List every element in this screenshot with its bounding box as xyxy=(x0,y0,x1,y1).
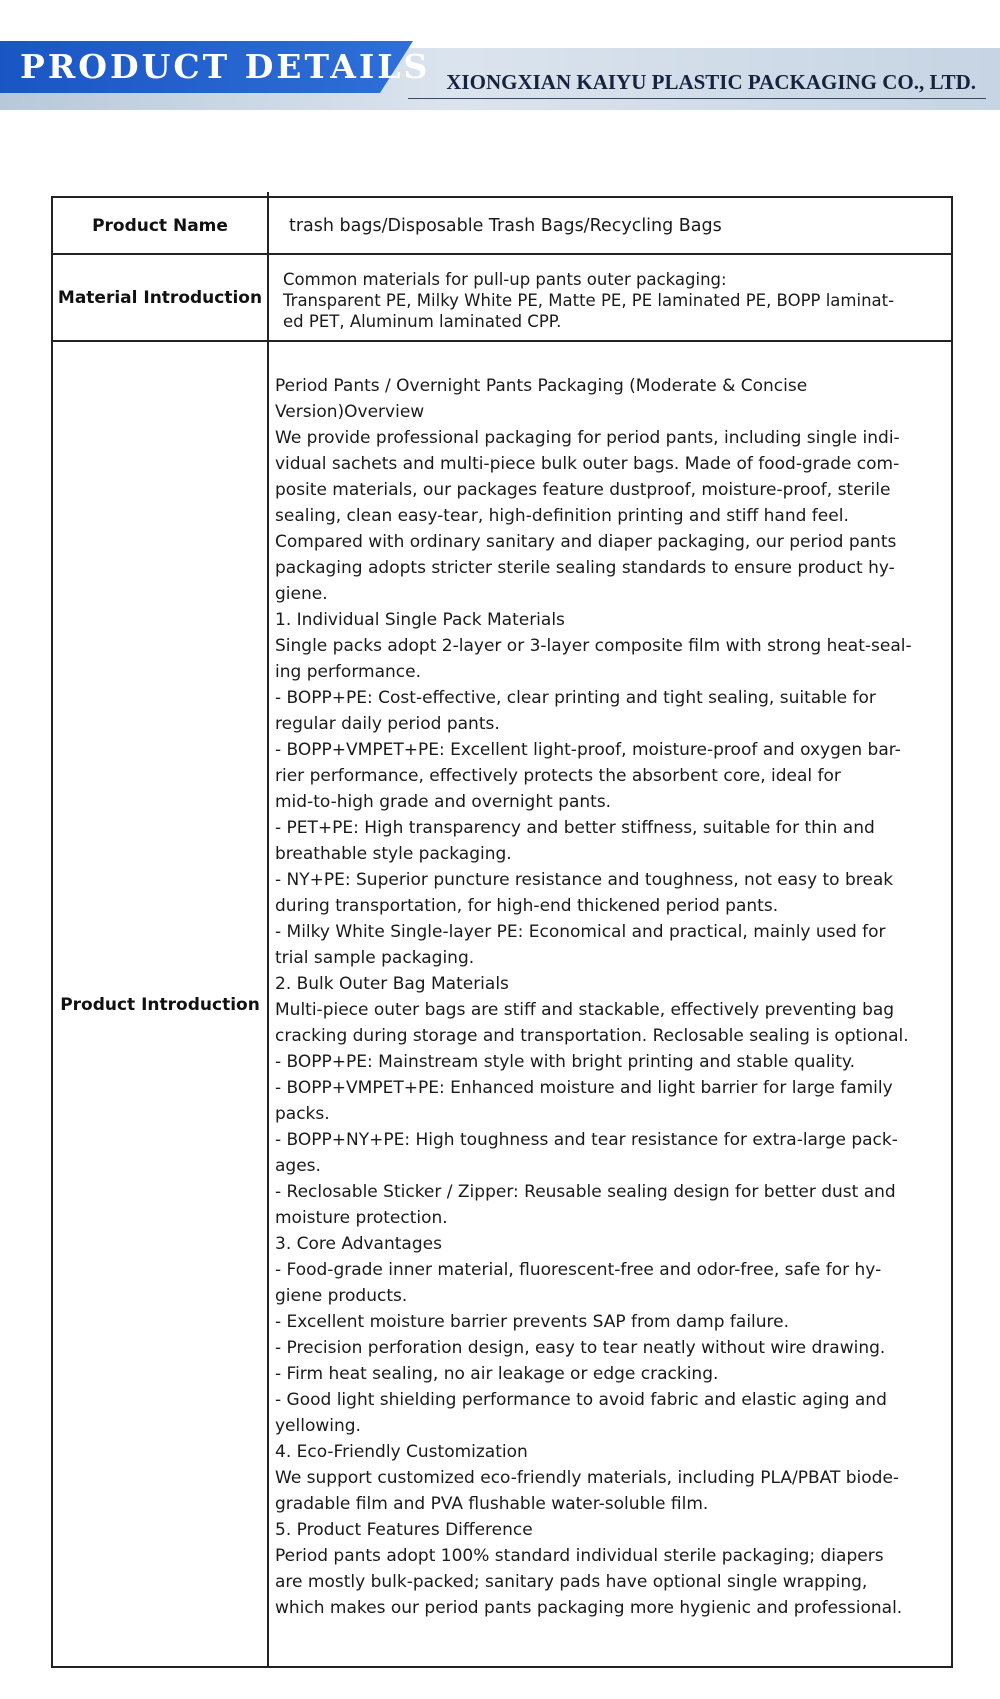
text-line: during transportation, for high-end thickened period pants. xyxy=(275,896,779,916)
column-divider xyxy=(267,192,269,1668)
text-line: regular daily period pants. xyxy=(275,714,500,734)
text-line: rier performance, effectively protects the absorbent core, ideal for xyxy=(275,766,841,786)
page-title: PRODUCT DETAILS xyxy=(20,47,431,86)
text-line: Period pants adopt 100% standard individual sterile packaging; diapers xyxy=(275,1546,884,1566)
text-line: vidual sachets and multi-piece bulk outer bags. Made of food-grade com- xyxy=(275,454,900,474)
text-line: packaging adopts stricter sterile sealing standards to ensure product hy- xyxy=(275,558,895,578)
text-line: gradable film and PVA flushable water-soluble film. xyxy=(275,1494,709,1514)
text-line: - BOPP+VMPET+PE: Enhanced moisture and light barrier for large family xyxy=(275,1078,893,1098)
text-line: sealing, clean easy-tear, high-definition printing and stiff hand feel. xyxy=(275,506,849,526)
text-line: - Excellent moisture barrier prevents SAP from damp failure. xyxy=(275,1312,790,1332)
text-line: 2. Bulk Outer Bag Materials xyxy=(275,974,509,994)
text-line: - Reclosable Sticker / Zipper: Reusable sealing design for better dust and xyxy=(275,1182,896,1202)
text-line: 3. Core Advantages xyxy=(275,1234,442,1254)
text-line: 4. Eco-Friendly Customization xyxy=(275,1442,528,1462)
product-name-value xyxy=(289,198,722,255)
product-introduction-label: Product Introduction xyxy=(60,995,260,1015)
text-line: We provide professional packaging for period pants, including single indi- xyxy=(275,428,900,448)
text-line: packs. xyxy=(275,1104,330,1124)
text-line: - BOPP+PE: Cost-effective, clear printing and tight sealing, suitable for xyxy=(275,688,876,708)
text-line: moisture protection. xyxy=(275,1208,448,1228)
text-line: - Good light shielding performance to avoid fabric and elastic aging and xyxy=(275,1390,887,1410)
text-line: Period Pants / Overnight Pants Packaging (Moderate & Concise xyxy=(275,376,808,396)
text-line: - PET+PE: High transparency and better stiffness, suitable for thin and xyxy=(275,818,875,838)
text-line: ing performance. xyxy=(275,662,421,682)
text-line: giene products. xyxy=(275,1286,408,1306)
text-line: - Food-grade inner material, fluorescent-free and odor-free, safe for hy- xyxy=(275,1260,882,1280)
text-line: 1. Individual Single Pack Materials xyxy=(275,610,565,630)
product-introduction-value xyxy=(275,373,945,1621)
text-line: mid-to-high grade and overnight pants. xyxy=(275,792,612,812)
text-line: - Milky White Single-layer PE: Economical and practical, mainly used for xyxy=(275,922,886,942)
text-line: - Precision perforation design, easy to tear neatly without wire drawing. xyxy=(275,1338,886,1358)
product-details-table xyxy=(51,196,953,1668)
text-line: which makes our period pants packaging more hygienic and professional. xyxy=(275,1598,903,1618)
text-line: Common materials for pull-up pants outer packaging: xyxy=(283,270,727,289)
text-line: ed PET, Aluminum laminated CPP. xyxy=(283,312,562,331)
text-line: Compared with ordinary sanitary and diaper packaging, our period pants xyxy=(275,532,897,552)
text-line: - Firm heat sealing, no air leakage or edge cracking. xyxy=(275,1364,719,1384)
company-name: XIONGXIAN KAIYU PLASTIC PACKAGING CO., LTD. xyxy=(446,70,976,94)
text-line: Multi-piece outer bags are stiff and stackable, effectively preventing bag xyxy=(275,1000,895,1020)
material-introduction-label: Material Introduction xyxy=(57,288,263,308)
text-line: giene. xyxy=(275,584,328,604)
text-line: ages. xyxy=(275,1156,321,1176)
text-line: - BOPP+PE: Mainstream style with bright printing and stable quality. xyxy=(275,1052,855,1072)
text-line: breathable style packaging. xyxy=(275,844,512,864)
text-line: - BOPP+NY+PE: High toughness and tear resistance for extra-large pack- xyxy=(275,1130,898,1150)
text-line: Single packs adopt 2-layer or 3-layer composite film with strong heat-seal- xyxy=(275,636,912,656)
text-line: trial sample packaging. xyxy=(275,948,475,968)
text-line: - NY+PE: Superior puncture resistance and toughness, not easy to break xyxy=(275,870,894,890)
text-line: cracking during storage and transportation. Reclosable sealing is optional. xyxy=(275,1026,909,1046)
text-line: trash bags/Disposable Trash Bags/Recycling Bags xyxy=(289,216,722,236)
text-line: are mostly bulk-packed; sanitary pads have optional single wrapping, xyxy=(275,1572,868,1592)
header-banner xyxy=(0,0,1000,112)
material-introduction-value xyxy=(283,269,933,332)
text-line: Transparent PE, Milky White PE, Matte PE, PE laminated PE, BOPP laminat- xyxy=(283,291,895,310)
header-divider xyxy=(408,98,986,99)
text-line: posite materials, our packages feature dustproof, moisture-proof, sterile xyxy=(275,480,891,500)
text-line: yellowing. xyxy=(275,1416,361,1436)
text-line: Version)Overview xyxy=(275,402,425,422)
text-line: - BOPP+VMPET+PE: Excellent light-proof, moisture-proof and oxygen bar- xyxy=(275,740,901,760)
text-line: We support customized eco-friendly materials, including PLA/PBAT biode- xyxy=(275,1468,900,1488)
product-name-label: Product Name xyxy=(92,216,228,236)
text-line: 5. Product Features Difference xyxy=(275,1520,533,1540)
